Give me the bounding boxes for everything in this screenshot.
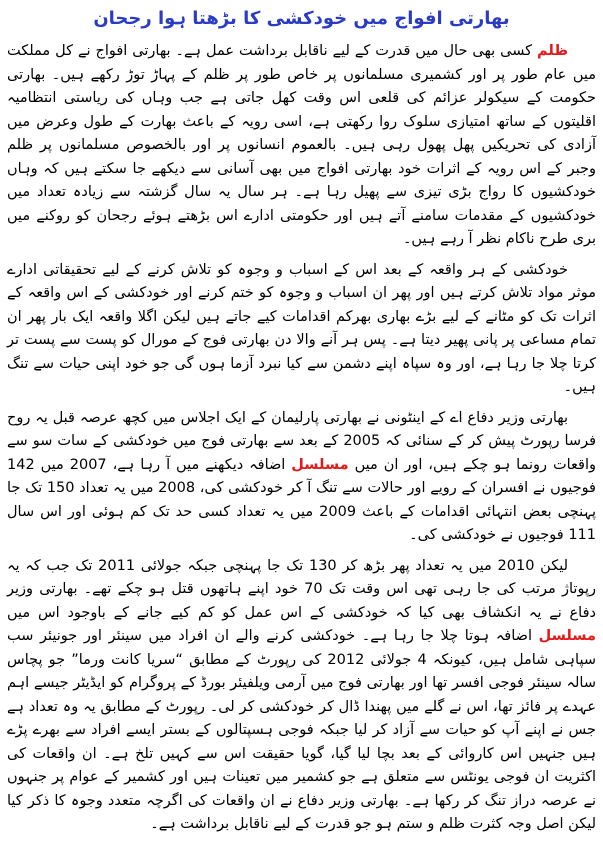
paragraph-text: اضافہ دیکھنے میں آ رہا ہے، 2007 میں 142 فوجیوں نے افسران کے رویے اور حالات سے تنگ آ کر خودکشی کی، 2008 میں یہ تعداد 150 تک جا پہنچی بعض انتہائی اقدامات کے باعث 2009 میں یہ تعداد کسی حد تک کم ہوئی اور اس سال 111 فوجیوں نے خودکشی کی۔	[7, 456, 596, 543]
article-paragraph-4	[7, 555, 596, 837]
article-paragraph-3	[7, 407, 596, 548]
paragraph-text: اضافہ ہوتا چلا جا رہا ہے۔ خودکشی کرنے والے ان افراد میں سینئر اور جونیئر سب سپاہی شامل ہیں، کیونکہ 4 جولائی 2012 کی رپورٹ کے مطابق “سریا کانت ورما” جو پچاس سالہ سینئر فوجی افسر تھا اور بھارتی فوج میں آرمی ویلفیئر بورڈ کے پروگرام کو ایڈیٹر جیسے اہم عہدے پر فائز تھا، اس نے گلے میں پھندا ڈال کر خودکشی کر لی۔ رپورٹ کے مطابق یہ وہ تعداد ہے جس نے اپنے آپ کو حیات سے آزاد کر لیا جبکہ فوجی ہسپتالوں کے بستر ایسے افراد سے بھرے پڑے ہیں جنہیں اس کاروائی کے بعد بچا لیا گیا، گویا حقیقت اس سے کہیں تلخ ہے۔ ان واقعات کی اکثریت ان فوجی یونٹس سے متعلق ہے جو کشمیر میں تعینات ہیں اور کشمیر کے عوام پر جنہوں نے عرصہ دراز تنگ کر رکھا ہے۔ بھارتی وزیر دفاع نے ان واقعات کی اگرچہ متعدد وجوہ کا ذکر کیا لیکن اصل وجہ کثرت ظلم و ستم ہو جو قدرت کے لیے ناقابل برداشت ہے۔	[7, 628, 596, 832]
paragraph-text: خودکشی کے ہر واقعہ کے بعد اس کے اسباب و وجوہ کو تلاش کرنے کے لیے تحقیقاتی ادارے موثر مواد تلاش کرتے ہیں اور پھر ان اسباب و وجوہ کو ختم کرنے اور خودکشی کے اس واقعہ کے اثرات تک کو مٹانے کے لیے بڑے بھاری بھرکم اقدامات کیے جاتے ہیں لیکن اگلا واقعہ ایک بار پھر ان تمام مساعی پر پانی پھیر دیتا ہے۔ پس ہر آنے والا دن بھارتی فوج کے مورال کو پست سے پست تر کرتا چلا جا رہا ہے، اور وہ سپاہ اپنے دشمن سے کیا نبرد آزما ہوں گی جو خود اپنی حیات سے تنگ ہیں۔	[7, 261, 596, 395]
article-paragraph-2	[7, 259, 596, 400]
highlighted-word: مسلسل	[538, 628, 596, 644]
highlighted-word: ظلم	[537, 43, 568, 59]
paragraph-text: لیکن 2010 میں یہ تعداد پھر بڑھ کر 130 تک جا پہنچی جبکہ جولائی 2011 تک جب کہ یہ رپوتاژ مرتب کی جا رہی تھی اس وقت تک 70 خود اپنے ہاتھوں قتل ہو چکے تھے۔ بھارتی وزیر دفاع نے یہ انکشاف بھی کیا کہ خودکشی کے اس عمل کو کم کیے جانے کے باوجود اس میں	[7, 557, 596, 621]
article-title: بھارتی افواج میں خودکشی کا بڑھتا ہوا رجحان	[93, 8, 510, 29]
article-paragraph-1	[7, 40, 596, 252]
paragraph-text: کسی بھی حال میں قدرت کے لیے ناقابل برداشت عمل ہے۔ بھارتی افواج نے کل مملکت میں عام طور پر اور کشمیری مسلمانوں پر خاص طور پر ظلم کے پہاڑ توڑ رکھے ہیں۔ بھارتی حکومت کے سیکولر عزائم کی قلعی اس وقت کھل جاتی ہے جب وہاں کی ریاستی انتظامیہ اقلیتوں کے ساتھ امتیازی سلوک روا رکھتی ہے، اسی رویہ کے باعث بھارت کے طول وعرض میں آزادی کی تحریکیں پھل پھول رہی ہیں۔ بالعموم انسانوں پر اور بالخصوص مسلمانوں پر ظلم وجبر کے اس رویہ کے اثرات خود بھارتی افواج میں بھی آسانی سے دیکھے جا سکتے ہیں کہ وہاں خودکشیوں کا رواج بڑی تیزی سے پھیل رہا ہے۔ ہر سال یہ سال گزشتہ سے زیادہ تعداد میں خودکشیوں کے مقدمات سامنے آتے ہیں اور حکومتی ادارے اس بڑھتے ہوئے رجحان کو روکنے میں بری طرح ناکام نظر آ رہے ہیں۔	[7, 43, 596, 247]
paragraph-text: بھارتی وزیر دفاع اے کے اینٹونی نے بھارتی پارلیمان کے ایک اجلاس میں کچھ عرصہ قبل یہ روح فرسا رپورٹ پیش کر کے سنائی کہ 2005 کے بعد سے بھارتی فوج میں خودکشی کے سات سو سے واقعات رونما ہو چکے ہیں، اور ان میں	[7, 409, 597, 473]
highlighted-word: مسلسل	[291, 456, 349, 473]
